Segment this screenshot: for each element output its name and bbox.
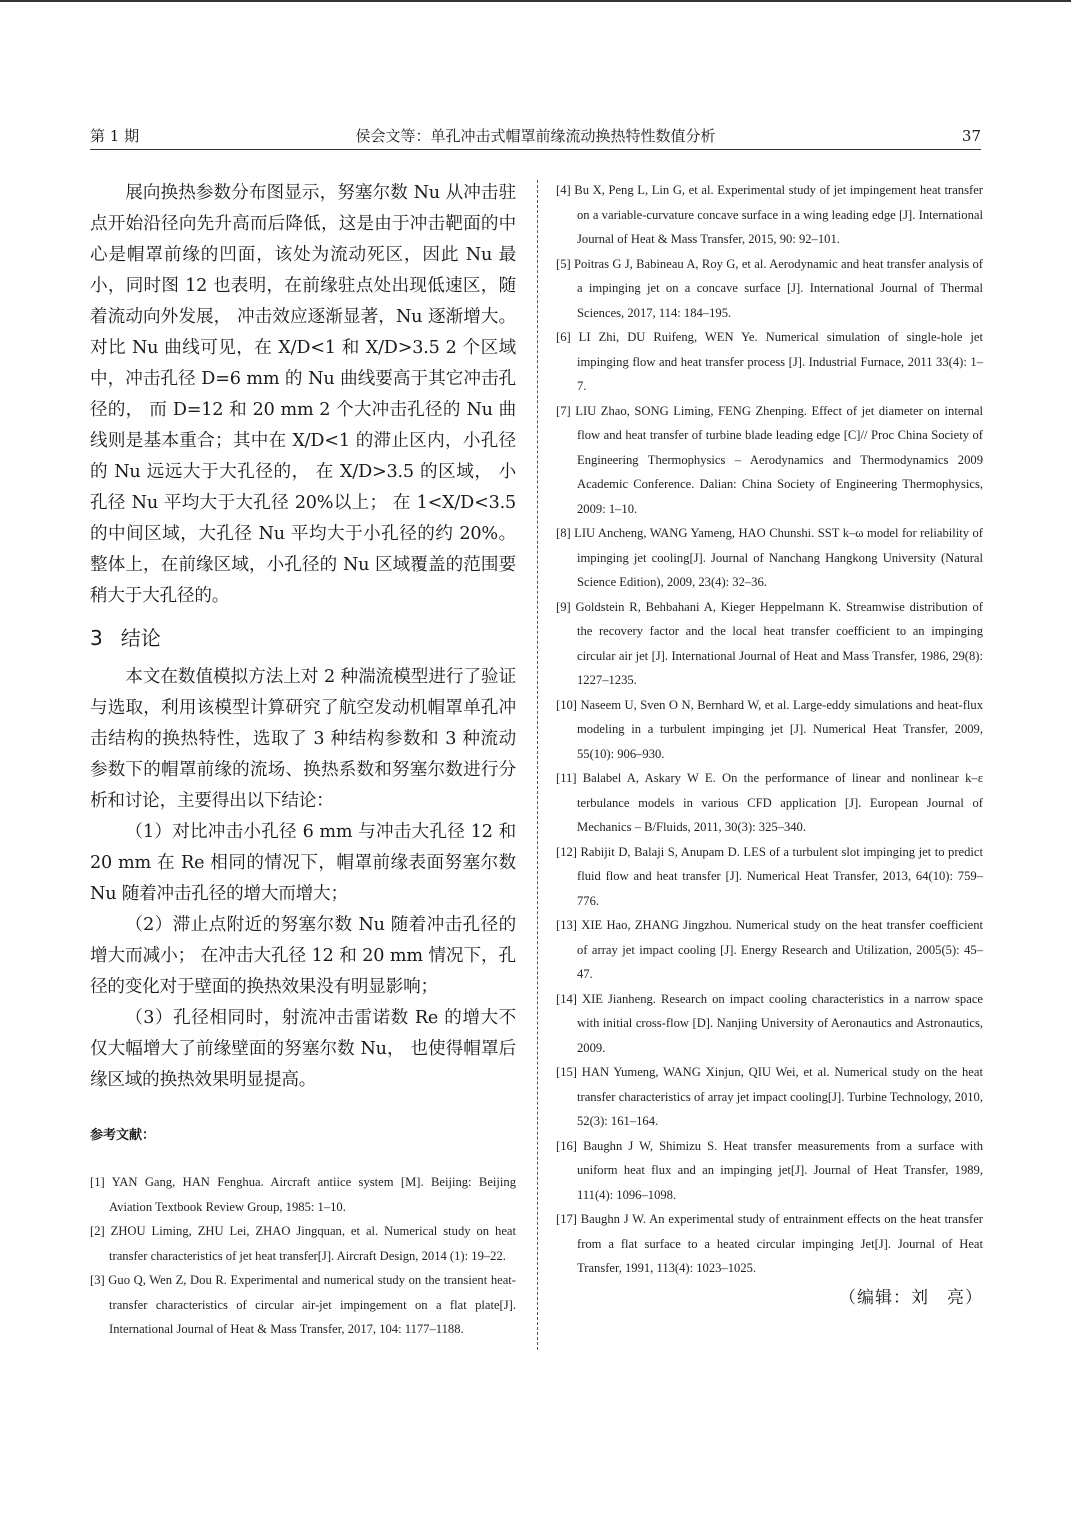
body-paragraph: 展向换热参数分布图显示，努塞尔数 Nu 从冲击驻点开始沿径向先升高而后降低，这是由于冲击靶面的中心是帽罩前缘的凹面，该处为流动死区，因此 Nu 最小，同时图 12 也表明，在前缘驻点处出现低速区，随着流动向外发展， 冲击效应逐渐显著，Nu 逐渐增大。对比 Nu 曲线可见，在 X/D<1 和 X/D>3.5 2 个区域中，冲击孔径 D=6 mm 的 Nu 曲线要高于其它冲击孔径的， 而 D=12 和 20 mm 2 个大冲击孔径的 Nu 曲线则是基本重合；其中在 X/D<1 的滞止区内，小孔径的 Nu 远远大于大孔径的， 在 X/D>3.5 的区域， 小孔径 Nu 平均大于大孔径 20%以上； 在 1<X/D<3.5 的中间区域，大孔径 Nu 平均大于小孔径的约 20%。整体上，在前缘区域，小孔径的 Nu 区域覆盖的范围要稍大于大孔径的。 [90, 183, 516, 606]
section-heading [90, 624, 516, 652]
reference-item: [17] Baughn J W. An experimental study of entrainment effects on the heat transfer from a flat surface to a heated circular impinging Jet[J]. Journal of Heat Transfer, 1991, 113(4): 1023–1025. [556, 1212, 983, 1275]
reference-item: [12] Rabijit D, Balaji S, Anupam D. LES of a turbulent slot impinging jet to predict fluid flow and heat transfer [J]. Numerical Heat Transfer, 2013, 64(10): 759–776. [556, 844, 983, 908]
reference-item: [11] Balabel A, Askary W E. On the performance of linear and nonlinear k–ε terbulance models in various CFD application [J]. European Journal of Mechanics – B/Fluids, 2011, 30(3): 325–340. [556, 771, 983, 834]
body-paragraph: 本文在数值模拟方法上对 2 种湍流模型进行了验证与选取，利用该模型计算研究了航空发动机帽罩单孔冲击结构的换热特性，选取了 3 种结构参数和 3 种流动参数下的帽罩前缘的流场、换热系数和努塞尔数进行分析和讨论，主要得出以下结论： [90, 667, 516, 811]
header-rule [90, 149, 981, 150]
reference-item: [3] Guo Q, Wen Z, Dou R. Experimental and numerical study on the transient heat-transfer characteristics of circular air-jet impingement on a flat plate[J]. International Journal of Heat & Mass Transfer, 2017, 104: 1177–1188. [90, 1273, 516, 1336]
reference-item: [7] LIU Zhao, SONG Liming, FENG Zhenping. Effect of jet diameter on internal flow and heat transfer of turbine blade leading edge [C]// Proc China Society of Engineering Thermophysics – Aerodynamics and Thermodynamics 2009 Academic Conference. Dalian: China Society of Engineering Thermophysics, 2009: 1–10. [556, 403, 983, 516]
conclusion-item: （1）对比冲击小孔径 6 mm 与冲击大孔径 12 和 20 mm 在 Re 相同的情况下，帽罩前缘表面努塞尔数 Nu 随着冲击孔径的增大而增大； [90, 822, 516, 904]
column-divider [537, 180, 538, 1350]
reference-item: [5] Poitras G J, Babineau A, Roy G, et al. Aerodynamic and heat transfer analysis of a impinging jet on a concave surface [J]. International Journal of Thermal Sciences, 2017, 114: 184–195. [556, 256, 983, 320]
reference-item: [10] Naseem U, Sven O N, Bernhard W, et al. Large-eddy simulations and heat-flux modeling in a turbulent impinging jet [J]. Numerical Heat Transfer, 2009, 55(10): 906–930. [556, 697, 983, 761]
reference-item: [9] Goldstein R, Behbahani A, Kieger Heppelmann K. Streamwise distribution of the recovery factor and the local heat transfer coefficient to an impinging circular air jet [J]. International Journal of Heat and Mass Transfer, 1986, 29(8): 1227–1235. [556, 599, 983, 687]
left-column [90, 178, 516, 1342]
reference-item: [4] Bu X, Peng L, Lin G, et al. Experimental study of jet impingement heat transfer on a variable-curvature concave surface in a wing leading edge [J]. International Journal of Heat & Mass Transfer, 2015, 90: 92–101. [556, 183, 983, 246]
running-header [90, 126, 981, 150]
conclusion-item: （3）孔径相同时，射流冲击雷诺数 Re 的增大不仅大幅增大了前缘壁面的努塞尔数 Nu， 也使得帽罩后缘区域的换热效果明显提高。 [90, 1008, 516, 1090]
editor-note: （编辑：刘 亮） [839, 1287, 983, 1308]
reference-item: [2] ZHOU Liming, ZHU Lei, ZHAO Jingquan, et al. Numerical study on heat transfer characteristics of jet heat transfer[J]. Aircraft Design, 2014 (1): 19–22. [90, 1224, 516, 1263]
top-border [0, 0, 1071, 2]
reference-item: [13] XIE Hao, ZHANG Jingzhou. Numerical study on the heat transfer coefficient of array jet impact cooling [J]. Energy Research and Utilization, 2005(5): 45–47. [556, 918, 983, 981]
reference-item: [8] LIU Ancheng, WANG Yameng, HAO Chunshi. SST k–ω model for reliability of impinging jet cooling[J]. Journal of Nanchang Hangkong University (Natural Science Edition), 2009, 23(4): 32–36. [556, 526, 983, 589]
reference-item: [6] LI Zhi, DU Ruifeng, WEN Ye. Numerical simulation of single-hole jet impinging flow and heat transfer process [J]. Industrial Furnace, 2011 33(4): 1–7. [556, 330, 983, 393]
reference-item: [14] XIE Jianheng. Research on impact cooling characteristics in a narrow space with initial cross-flow [D]. Nanjing University of Aeronautics and Astronautics, 2009. [556, 991, 983, 1055]
reference-item: [16] Baughn J W, Shimizu S. Heat transfer measurements from a surface with uniform heat flux and an impinging jet[J]. Journal of Heat Transfer, 1989, 111(4): 1096–1098. [556, 1138, 983, 1202]
reference-item: [15] HAN Yumeng, WANG Xinjun, QIU Wei, et al. Numerical study on the heat transfer characteristics of array jet impact cooling[J]. Turbine Technology, 2010, 52(3): 161–164. [556, 1065, 983, 1128]
running-title: 侯会文等：单孔冲击式帽罩前缘流动换热特性数值分析 [355, 127, 716, 145]
right-column [556, 178, 983, 1311]
references-heading: 参考文献： [90, 1128, 156, 1143]
section-number: 3 [90, 626, 103, 650]
reference-item: [1] YAN Gang, HAN Fenghua. Aircraft antiice system [M]. Beijing: Beijing Aviation Textbook Review Group, 1985: 1–10. [90, 1175, 516, 1214]
conclusion-item: （2）滞止点附近的努塞尔数 Nu 随着冲击孔径的增大而减小； 在冲击大孔径 12 和 20 mm 情况下，孔径的变化对于壁面的换热效果没有明显影响； [90, 915, 516, 997]
page-number: 37 [961, 127, 981, 145]
section-title: 结论 [120, 626, 161, 650]
issue-label: 第 1 期 [90, 127, 140, 145]
